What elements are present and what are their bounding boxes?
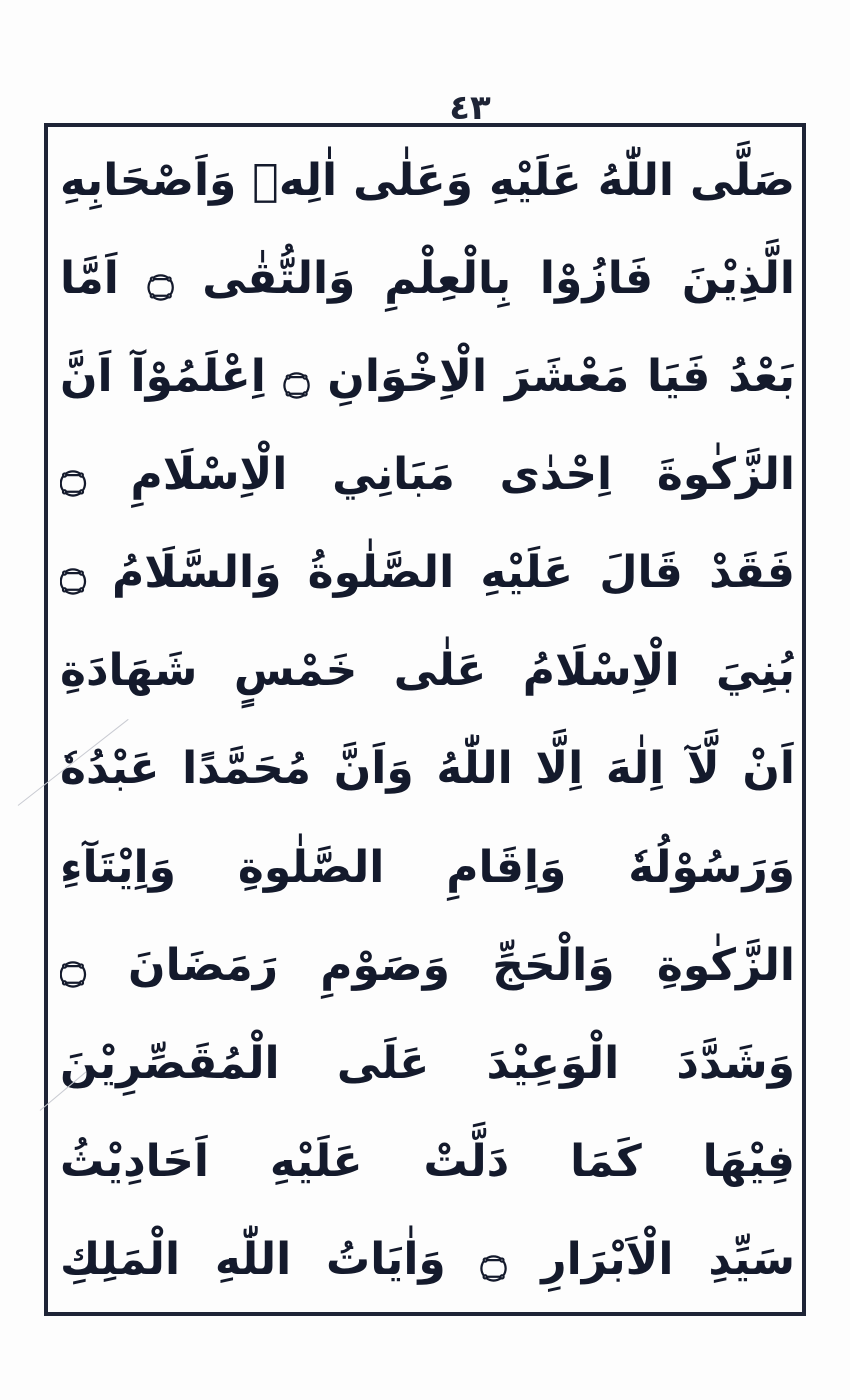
- text-line-6: بُنِيَ الْاِسْلَامُ عَلٰى خَمْسٍ شَهَادَةِ: [60, 645, 795, 697]
- text-line-10: وَشَدَّدَ الْوَعِيْدَ عَلَى الْمُقَصِّرِيْنَ: [60, 1037, 795, 1089]
- text-line-7: اَنْ لَّآ اِلٰهَ اِلَّا اللّٰهُ وَاَنَّ مُحَمَّدًا عَبْدُهٗ: [60, 743, 795, 795]
- text-line-8: وَرَسُوْلُهٗ وَاِقَامِ الصَّلٰوةِ وَاِيْتَآءِ: [60, 841, 795, 893]
- text-line-4: الزَّكٰوةَ اِحْدٰى مَبَانِي الْاِسْلَامِ ۝: [60, 449, 795, 501]
- text-line-11: فِيْهَا كَمَا دَلَّتْ عَلَيْهِ اَحَادِيْثُ: [60, 1135, 795, 1187]
- page-number: ٤٣: [449, 88, 491, 128]
- text-line-12: سَيِّدِ الْاَبْرَارِ ۝ وَاٰيَاتُ اللّٰهِ الْمَلِكِ: [60, 1233, 795, 1285]
- text-line-2: الَّذِيْنَ فَازُوْا بِالْعِلْمِ وَالتُّقٰى ۝ اَمَّا: [60, 253, 795, 305]
- text-line-5: فَقَدْ قَالَ عَلَيْهِ الصَّلٰوةُ وَالسَّلَامُ ۝: [60, 547, 795, 599]
- text-line-9: الزَّكٰوةِ وَالْحَجِّ وَصَوْمِ رَمَضَانَ ۝: [60, 939, 795, 991]
- text-line-3: بَعْدُ فَيَا مَعْشَرَ الْاِخْوَانِ ۝ اِعْلَمُوْآ اَنَّ: [60, 351, 795, 403]
- arabic-text-block: [60, 130, 795, 1315]
- text-line-1: صَلَّى اللّٰهُ عَلَيْهِ وَعَلٰى اٰلِهٖ وَاَصْحَابِهِ: [60, 155, 795, 206]
